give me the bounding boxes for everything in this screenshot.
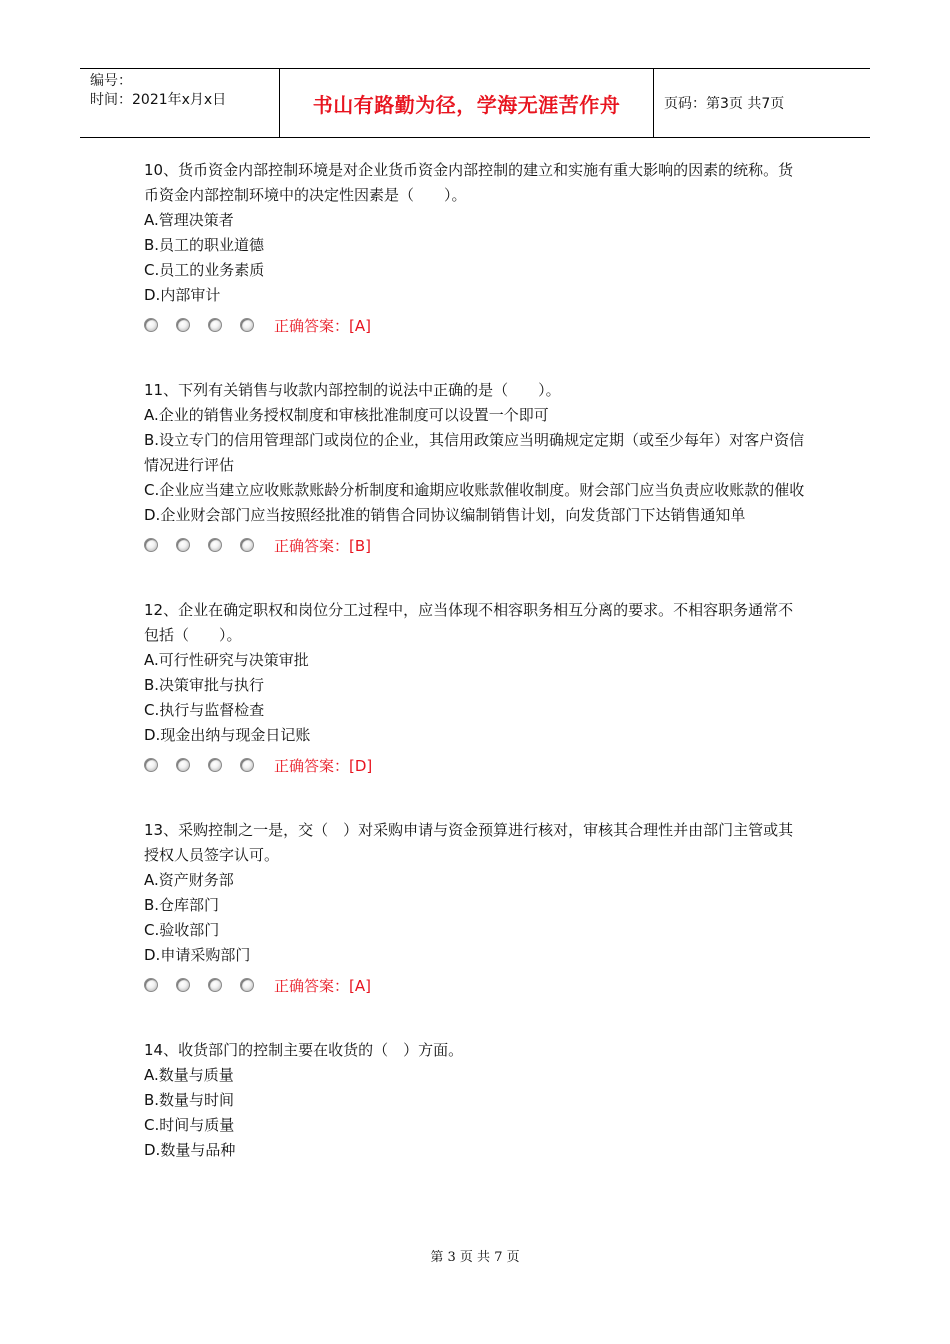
radio-option-a[interactable] (144, 758, 158, 772)
correct-answer: 正确答案：[D] (274, 756, 373, 775)
option-b: B.设立专门的信用管理部门或岗位的企业，其信用政策应当明确规定定期（或至少每年）对客户资信情况进行评估 (144, 431, 805, 474)
option-a: A.企业的销售业务授权制度和审核批准制度可以设置一个即可 (144, 406, 549, 424)
header-info-cell (80, 69, 280, 137)
option-a: A.可行性研究与决策审批 (144, 651, 309, 669)
option-d: D.现金出纳与现金日记账 (144, 726, 311, 744)
radio-option-c[interactable] (208, 538, 222, 552)
question-list (144, 158, 806, 1163)
option-d: D.申请采购部门 (144, 946, 251, 964)
header-number-label: 编号： (90, 73, 132, 89)
option-b: B.员工的职业道德 (144, 236, 265, 254)
header-motto: 书山有路勤为径，学海无涯苦作舟 (312, 92, 621, 117)
correct-answer: 正确答案：[A] (274, 976, 371, 995)
radio-option-a[interactable] (144, 318, 158, 332)
option-c: C.时间与质量 (144, 1116, 235, 1134)
question-text: 10、货币资金内部控制环境是对企业货币资金内部控制的建立和实施有重大影响的因素的统称。货币资金内部控制环境中的决定性因素是（ ）。 (144, 161, 794, 204)
question-text: 13、采购控制之一是，交（ ）对采购申请与资金预算进行核对，审核其合理性并由部门主管或其授权人员签字认可。 (144, 821, 794, 864)
option-b: B.决策审批与执行 (144, 676, 265, 694)
question-14 (144, 1038, 806, 1163)
radio-option-a[interactable] (144, 978, 158, 992)
radio-option-a[interactable] (144, 538, 158, 552)
header-page-cell (654, 69, 870, 137)
option-a: A.数量与质量 (144, 1066, 234, 1084)
header-date-label: 时间：2021年x月x日 (90, 92, 227, 108)
header-table (80, 68, 870, 138)
radio-option-d[interactable] (240, 978, 254, 992)
correct-answer: 正确答案：[B] (274, 536, 371, 555)
correct-answer: 正确答案：[A] (274, 316, 371, 335)
question-text: 11、下列有关销售与收款内部控制的说法中正确的是（ ）。 (144, 381, 561, 399)
answer-row (144, 530, 806, 560)
radio-option-d[interactable] (240, 758, 254, 772)
option-c: C.企业应当建立应收账款账龄分析制度和逾期应收账款催收制度。财会部门应当负责应收账款的催收 (144, 481, 805, 499)
option-d: D.数量与品种 (144, 1141, 236, 1159)
answer-row (144, 970, 806, 1000)
header-motto-cell (280, 69, 654, 137)
radio-option-b[interactable] (176, 318, 190, 332)
question-10 (144, 158, 806, 340)
header-page-label: 页码：第3页 共7页 (664, 96, 785, 112)
option-b: B.数量与时间 (144, 1091, 235, 1109)
option-c: C.验收部门 (144, 921, 220, 939)
question-text: 12、企业在确定职权和岗位分工过程中，应当体现不相容职务相互分离的要求。不相容职务通常不包括（ ）。 (144, 601, 794, 644)
radio-option-c[interactable] (208, 978, 222, 992)
option-c: C.执行与监督检查 (144, 701, 265, 719)
option-b: B.仓库部门 (144, 896, 220, 914)
question-11 (144, 378, 806, 560)
option-d: D.内部审计 (144, 286, 221, 304)
option-d: D.企业财会部门应当按照经批准的销售合同协议编制销售计划，向发货部门下达销售通知单 (144, 506, 746, 524)
radio-option-c[interactable] (208, 758, 222, 772)
answer-row (144, 750, 806, 780)
page-footer: 第 3 页 共 7 页 (430, 1250, 520, 1265)
radio-option-d[interactable] (240, 538, 254, 552)
radio-option-b[interactable] (176, 538, 190, 552)
question-text: 14、收货部门的控制主要在收货的（ ）方面。 (144, 1041, 464, 1059)
answer-row (144, 310, 806, 340)
option-c: C.员工的业务素质 (144, 261, 265, 279)
radio-option-c[interactable] (208, 318, 222, 332)
option-a: A.管理决策者 (144, 211, 234, 229)
question-13 (144, 818, 806, 1000)
option-a: A.资产财务部 (144, 871, 234, 889)
radio-option-b[interactable] (176, 978, 190, 992)
radio-option-b[interactable] (176, 758, 190, 772)
question-12 (144, 598, 806, 780)
radio-option-d[interactable] (240, 318, 254, 332)
